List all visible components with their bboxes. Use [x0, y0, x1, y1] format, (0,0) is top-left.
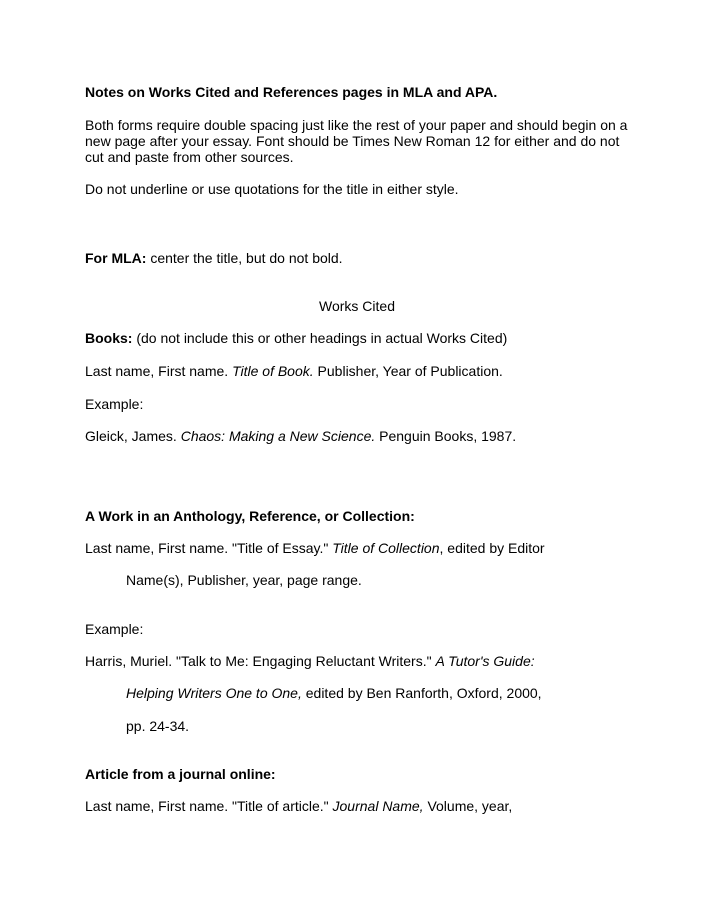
anthology-format-continued: Name(s), Publisher, year, page range.	[126, 572, 362, 588]
anthology-example-label: Example:	[85, 621, 144, 637]
mla-instruction	[85, 250, 343, 267]
anthology-example-pages: pp. 24-34.	[126, 718, 190, 734]
books-example-label: Example:	[85, 396, 144, 412]
journal-format-author: Last name, First name. "Title of article."	[85, 798, 333, 814]
books-example	[85, 428, 516, 445]
books-heading	[85, 330, 507, 347]
journal-format-volume: Volume, year,	[423, 798, 513, 814]
anthology-format-editor: , edited by Editor	[439, 540, 545, 556]
anthology-example-author: Harris, Muriel. "Talk to Me: Engaging Reluctant Writers."	[85, 653, 436, 669]
anthology-heading: A Work in an Anthology, Reference, or Collection:	[85, 508, 415, 524]
books-label: Books:	[85, 330, 133, 346]
document-heading: Notes on Works Cited and References pages in MLA and APA.	[85, 84, 498, 100]
anthology-example-continued	[126, 685, 542, 702]
books-format-title: Title of Book.	[232, 363, 314, 379]
books-example-title: Chaos: Making a New Science.	[180, 428, 376, 444]
books-note: (do not include this or other headings in actual Works Cited)	[132, 330, 508, 346]
mla-label: For MLA:	[85, 250, 147, 266]
anthology-example-title-1: A Tutor's Guide:	[435, 653, 535, 669]
anthology-format-title: Title of Collection	[332, 540, 440, 556]
intro-line-1: Both forms require double spacing just like the rest of your paper and should begin on a	[85, 117, 628, 133]
books-format	[85, 363, 503, 380]
books-example-publisher: Penguin Books, 1987.	[375, 428, 517, 444]
no-underline-note: Do not underline or use quotations for the title in either style.	[85, 181, 459, 197]
books-format-publisher: Publisher, Year of Publication.	[313, 363, 503, 379]
intro-line-2: new page after your essay. Font should be Times New Roman 12 for either and do not	[85, 133, 620, 149]
works-cited-title: Works Cited	[319, 298, 395, 314]
journal-format-name: Journal Name,	[332, 798, 424, 814]
intro-line-3: cut and paste from other sources.	[85, 149, 294, 165]
journal-format	[85, 798, 512, 815]
anthology-format	[85, 540, 545, 557]
anthology-example-editor: edited by Ben Ranforth, Oxford, 2000,	[301, 685, 542, 701]
journal-heading: Article from a journal online:	[85, 766, 276, 782]
mla-instruction-text: center the title, but do not bold.	[146, 250, 343, 266]
anthology-example	[85, 653, 535, 670]
anthology-example-title-2: Helping Writers One to One,	[126, 685, 302, 701]
books-format-author: Last name, First name.	[85, 363, 233, 379]
anthology-format-author: Last name, First name. "Title of Essay."	[85, 540, 333, 556]
books-example-author: Gleick, James.	[85, 428, 181, 444]
